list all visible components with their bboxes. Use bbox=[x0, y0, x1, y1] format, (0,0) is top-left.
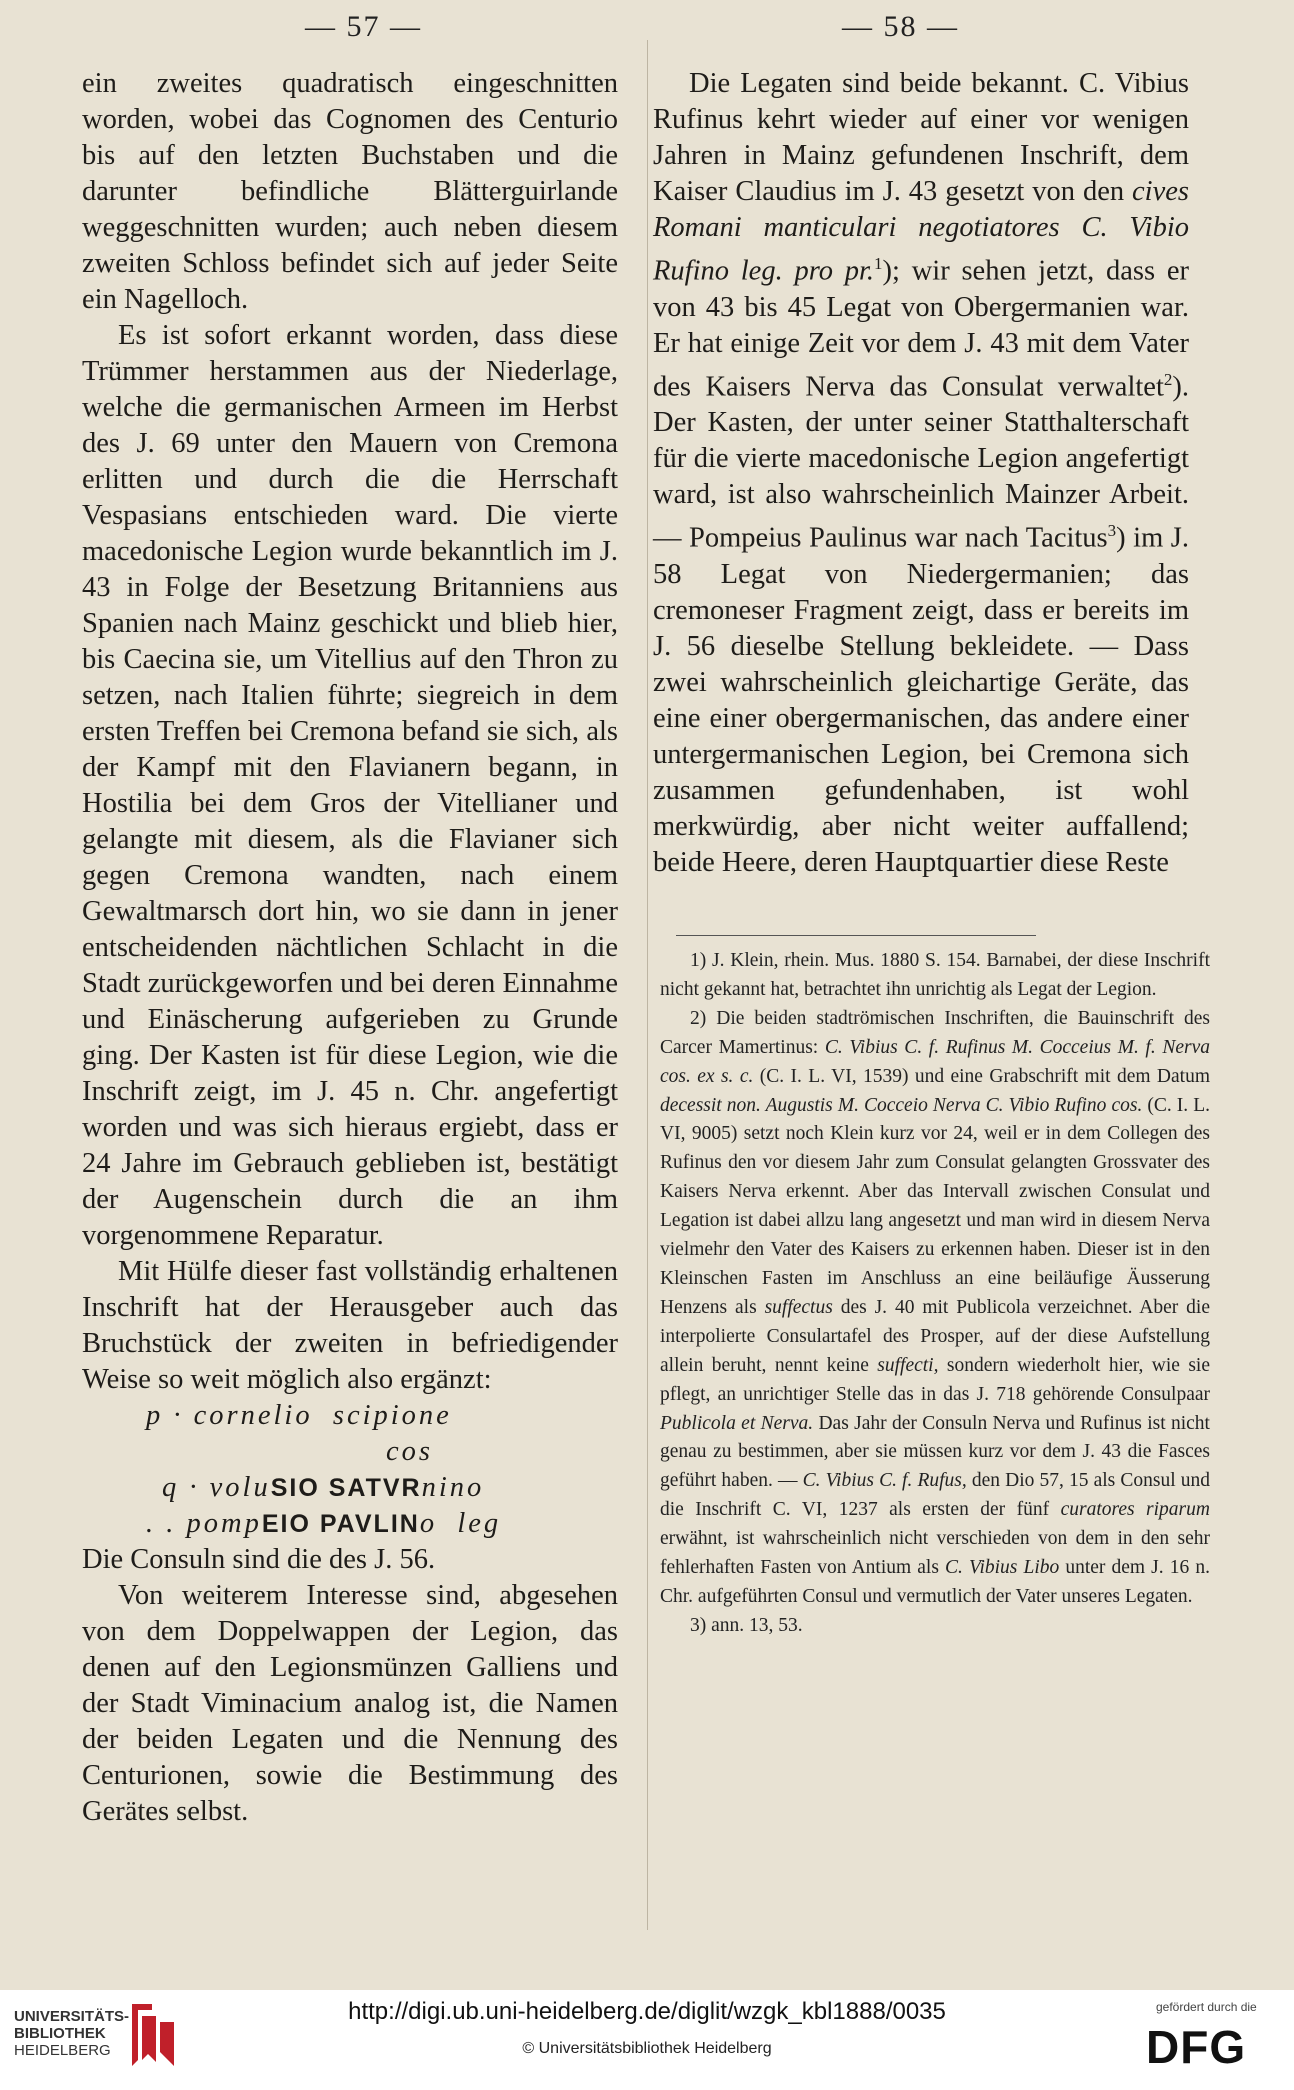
funded-by-label: gefördert durch die bbox=[1156, 2000, 1257, 2014]
fn2-text-j: unter dem J. 16 n. Chr. aufgeführten Consul und vermutlich der Vater unseres Legaten. bbox=[660, 1557, 1210, 1607]
footnote-ref-1: 1 bbox=[874, 254, 883, 273]
fn2-italic-6: C. Vibius C. f. Rufus, bbox=[802, 1470, 967, 1492]
right-column bbox=[653, 66, 1189, 881]
inscription-line-3-a: q · volu bbox=[162, 1472, 271, 1503]
footnote-ref-2: 2 bbox=[1163, 369, 1173, 389]
left-paragraph-1: ein zweites quadratisch eingeschnitten worden, wobei das Cognomen des Centurio bis auf den letzten Buchstaben und die darunter befindliche Blätterguirlande weggeschnitten wurden; auch neben diesem zweiten Schloss befindet sich auf jeder Seite ein Nagelloch. bbox=[82, 68, 618, 315]
fn2-text-e: sondern wiederholt hier, wie sie pflegt, an unrichtiger Stelle das in das J. 718 gehörende Consulpaar bbox=[660, 1354, 1210, 1405]
inscription-block bbox=[146, 1398, 618, 1542]
left-paragraph-4: Die Consuln sind die des J. 56. bbox=[82, 1544, 436, 1575]
fn2-italic-4: suffecti, bbox=[877, 1354, 939, 1376]
footnote-1: 1) J. Klein, rhein. Mus. 1880 S. 154. Barnabei, der diese Inschrift nicht gekannt hat, betrachtet ihn unrichtig als Legat der Legion. bbox=[660, 950, 1210, 1000]
left-paragraph-3: Mit Hülfe dieser fast vollständig erhaltenen Inschrift hat der Herausgeber auch das Bruchstück der zweiten in befriedigender Weise so weit möglich also ergänzt: bbox=[82, 1256, 618, 1395]
left-paragraph-2: Es ist sofort erkannt worden, dass diese Trümmer herstammen aus der Niederlage, welche die germanischen Armeen im Herbst des J. 69 unter den Mauern von Cremona erlitten und durch die die Herrschaft Vespasians entschieden ward. Die vierte macedonische Legion wurde bekanntlich im J. 43 in Folge der Besetzung Britanniens aus Spanien nach Mainz geschickt und blieb hier, bis Caecina sie, um Vitellius auf den Thron zu setzen, nach Italien führte; siegreich in dem ersten Treffen bei Cremona befand sie sich, als der Kampf mit den Flavianern begann, in Hostilia bei dem Gros der Vitellianer und gelangte mit diesem, als die Flavianer sich gegen Cremona wandten, nach einem Gewaltmarsch dort hin, wo sie dann in jener entscheidenden nächtlichen Schlacht in die Stadt zurückgeworfen und bei deren Einnahme und Einäscherung aufgerieben zu Grunde ging. Der Kasten ist für diese Legion, wie die Inschrift zeigt, im J. 45 n. Chr. angefertigt worden und was sich hieraus ergiebt, dass er 24 Jahre im Gebrauch geblieben ist, bestätigt der Augenschein durch die an ihm vorgenommene Reparatur. bbox=[82, 320, 618, 1251]
page-number-left: — 57 — bbox=[305, 10, 422, 43]
left-paragraph-5: Von weiterem Interesse sind, abgesehen von dem Doppelwappen der Legion, das denen auf den Legionsmünzen Galliens und der Stadt Viminacium analog ist, die Namen der beiden Legaten und die Nennung des Centurionen, sowie die Bestimmung des Gerätes selbst. bbox=[82, 1580, 618, 1827]
fn2-italic-5: Publicola et Nerva. bbox=[660, 1412, 814, 1434]
right-text-italic: cives Romani manticulari negotiatores C. Vibio Rufino leg. pro pr. bbox=[653, 176, 1189, 287]
right-text-a: Die Legaten sind beide bekannt. C. Vibius Rufinus kehrt wieder auf einer vor wenigen Jahren in Mainz gefundenen Inschrift, dem Kaiser Claudius im J. 43 gesetzt von den bbox=[653, 68, 1189, 207]
right-text-b: ); wir sehen jetzt, dass er von 43 bis 45 Legat von Obergermanien war. Er hat einige Zeit vor dem J. 43 mit dem Vater des Kaisers Nerva das Consulat verwaltet bbox=[653, 255, 1189, 402]
inscription-line-4-b: EIO PAVLIN bbox=[261, 1510, 420, 1538]
fn2-text-g: den Dio 57, 15 als Consul und die Inschrift C. VI, 1237 als ersten der fünf bbox=[660, 1470, 1210, 1521]
ub-heidelberg-emblem-icon bbox=[128, 2002, 178, 2068]
page-number-right: — 58 — bbox=[842, 10, 959, 43]
footnotes bbox=[660, 947, 1210, 1641]
footnote-2 bbox=[660, 1005, 1210, 1612]
inscription-line-1: p · cornelio scipione bbox=[146, 1400, 452, 1431]
logo-line-2: BIBLIOTHEK bbox=[14, 2025, 106, 2042]
logo-line-1: UNIVERSITÄTS- bbox=[14, 2008, 130, 2025]
dfg-logo[interactable]: DFG bbox=[1146, 2021, 1247, 2073]
logo-line-3: HEIDELBERG bbox=[14, 2042, 111, 2059]
fn2-italic-7: curatores riparum bbox=[1060, 1499, 1210, 1521]
right-text-c: ). Der Kasten, der unter seiner Statthalterschaft für die vierte macedonische Legion angefertigt ward, ist also wahrscheinlich Mainzer Arbeit. — Pompeius Paulinus war nach Tacitus bbox=[653, 371, 1189, 554]
footnote-ref-3: 3 bbox=[1107, 521, 1117, 540]
right-text-d: ) im J. 58 Legat von Niedergermanien; das cremoneser Fragment zeigt, dass er bereits im J. 56 dieselbe Stellung bekleidete. — Dass zwei wahrscheinlich gleichartige Geräte, das eine einer obergermanischen, das andere einer untergermanischen Legion, bei Cremona sich zusammen gefundenhaben, ist wohl merkwürdig, aber nicht weiter auffallend; beide Heere, deren Hauptquartier diese Reste bbox=[653, 522, 1190, 878]
fn2-text-a: 2) Die beiden stadtrömischen Inschriften, die Bauinschrift des Carcer Mamertinus: bbox=[660, 1007, 1210, 1058]
fn2-italic-3: suffectus bbox=[764, 1296, 833, 1318]
fn2-text-h: erwähnt, ist wahrscheinlich nicht verschieden von dem in den sehr fehlerhaften Fasten von Antium als bbox=[660, 1528, 1210, 1579]
fn2-italic-8: C. Vibius Libo bbox=[945, 1557, 1060, 1579]
fn2-text-b: (C. I. L. VI, 1539) und eine Grabschrift mit dem Datum bbox=[753, 1065, 1210, 1087]
fn2-italic-1: C. Vibius C. f. Rufinus M. Cocceius M. f. Nerva cos. ex s. c. bbox=[660, 1036, 1210, 1087]
fn2-text-f: Das Jahr der Consuln Nerva und Rufinus ist nicht genau zu bestimmen, aber sie müssen kurz vor dem J. 43 die Fasces geführt haben. — bbox=[660, 1412, 1210, 1492]
permalink-url[interactable]: http://digi.ub.uni-heidelberg.de/diglit/wzgk_kbl1888/0035 bbox=[348, 1998, 946, 2025]
copyright-notice: © Universitätsbibliothek Heidelberg bbox=[522, 2040, 772, 2057]
inscription-line-2: cos bbox=[386, 1436, 433, 1467]
inscription-line-3 bbox=[146, 1470, 618, 1506]
footnote-rule bbox=[676, 935, 1036, 936]
inscription-line-4-a: . . pomp bbox=[146, 1508, 262, 1539]
column-divider bbox=[647, 40, 648, 1930]
fn2-text-c: (C. I. L. VI, 9005) setzt noch Klein kurz vor 24, weil er in dem Collegen des Rufinus den vor diesem Jahr zum Consulat gelangten Grossvater des Kaisers Nerva erkennt. Aber das Intervall zwischen Consulat und Legation ist dabei allzu lang angesetzt und man wird in diesem Nerva vielmehr den Vater des Kaisers zu erkennen haben. Dieser ist in den Kleinschen Fasten im Anschluss an eine beiläufige Äusserung Henzens als bbox=[660, 1094, 1211, 1318]
left-column bbox=[82, 66, 618, 1830]
inscription-line-3-c: nino bbox=[421, 1472, 485, 1503]
ub-heidelberg-logo-text[interactable] bbox=[14, 2008, 129, 2059]
right-paragraph-1 bbox=[653, 66, 1189, 881]
footer-bar bbox=[0, 1990, 1294, 2090]
fn2-text-d: des J. 40 mit Publicola verzeichnet. Aber die interpolierte Consulartafel des Prosper, auf der diese Aufstellung allein beruht, nennt keine bbox=[660, 1296, 1210, 1376]
inscription-line-4 bbox=[146, 1506, 618, 1542]
inscription-line-3-b: SIO SATVR bbox=[270, 1474, 422, 1502]
fn2-italic-2: decessit non. Augustis M. Cocceio Nerva C. Vibio Rufino cos. bbox=[660, 1094, 1143, 1116]
footnote-3: 3) ann. 13, 53. bbox=[690, 1614, 803, 1636]
inscription-line-4-c: o leg bbox=[419, 1508, 502, 1539]
